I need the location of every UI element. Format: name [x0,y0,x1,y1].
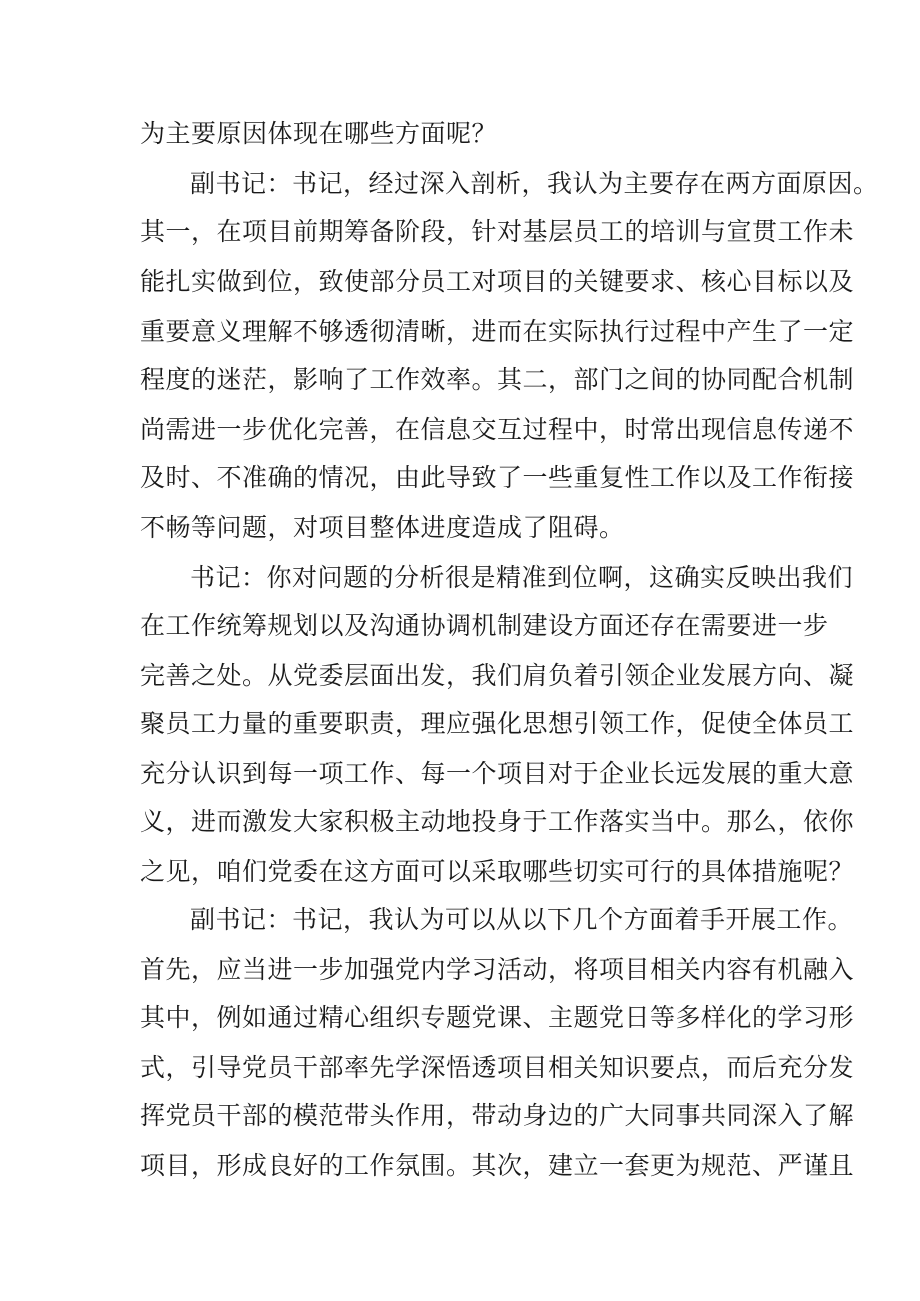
text-line: 不畅等问题，对项目整体进度造成了阻碍。 [140,513,625,542]
text-line: 能扎实做到位，致使部分员工对项目的关键要求、核心目标以及 [140,267,855,296]
text-line: 副书记：书记，我认为可以从以下几个方面着手开展工作。 [190,905,854,934]
text-line: 式，引导党员干部率先学深悟透项目相关知识要点，而后充分发 [140,1053,855,1082]
text-line: 重要意义理解不够透彻清晰，进而在实际执行过程中产生了一定 [140,317,855,346]
text-line: 义，进而激发大家积极主动地投身于工作落实当中。那么，依你 [140,807,855,836]
text-line: 在工作统筹规划以及沟通协调机制建设方面还存在需要进一步 [140,611,829,640]
text-line: 挥党员干部的模范带头作用，带动身边的广大同事共同深入了解 [140,1101,855,1130]
text-line: 首先，应当进一步加强党内学习活动，将项目相关内容有机融入 [140,955,855,984]
text-line: 其一，在项目前期筹备阶段，针对基层员工的培训与宣贯工作未 [140,217,855,246]
text-line: 其中，例如通过精心组织专题党课、主题党日等多样化的学习形 [140,1003,855,1032]
text-line: 之见，咱们党委在这方面可以采取哪些切实可行的具体措施呢？ [140,857,855,886]
text-line: 项目，形成良好的工作氛围。其次，建立一套更为规范、严谨且 [140,1151,855,1180]
text-line: 尚需进一步优化完善，在信息交互过程中，时常出现信息传递不 [140,415,855,444]
text-line: 为主要原因体现在哪些方面呢？ [140,119,498,148]
text-line: 完善之处。从党委层面出发，我们肩负着引领企业发展方向、凝 [140,661,855,690]
text-line: 书记：你对问题的分析很是精准到位啊，这确实反映出我们 [190,563,854,592]
text-line: 充分认识到每一项工作、每一个项目对于企业长远发展的重大意 [140,759,855,788]
text-line: 程度的迷茫，影响了工作效率。其二，部门之间的协同配合机制 [140,365,855,394]
text-line: 聚员工力量的重要职责，理应强化思想引领工作，促使全体员工 [140,709,855,738]
text-line: 副书记：书记，经过深入剖析，我认为主要存在两方面原因。 [190,169,879,198]
text-line: 及时、不准确的情况，由此导致了一些重复性工作以及工作衔接 [140,463,855,492]
